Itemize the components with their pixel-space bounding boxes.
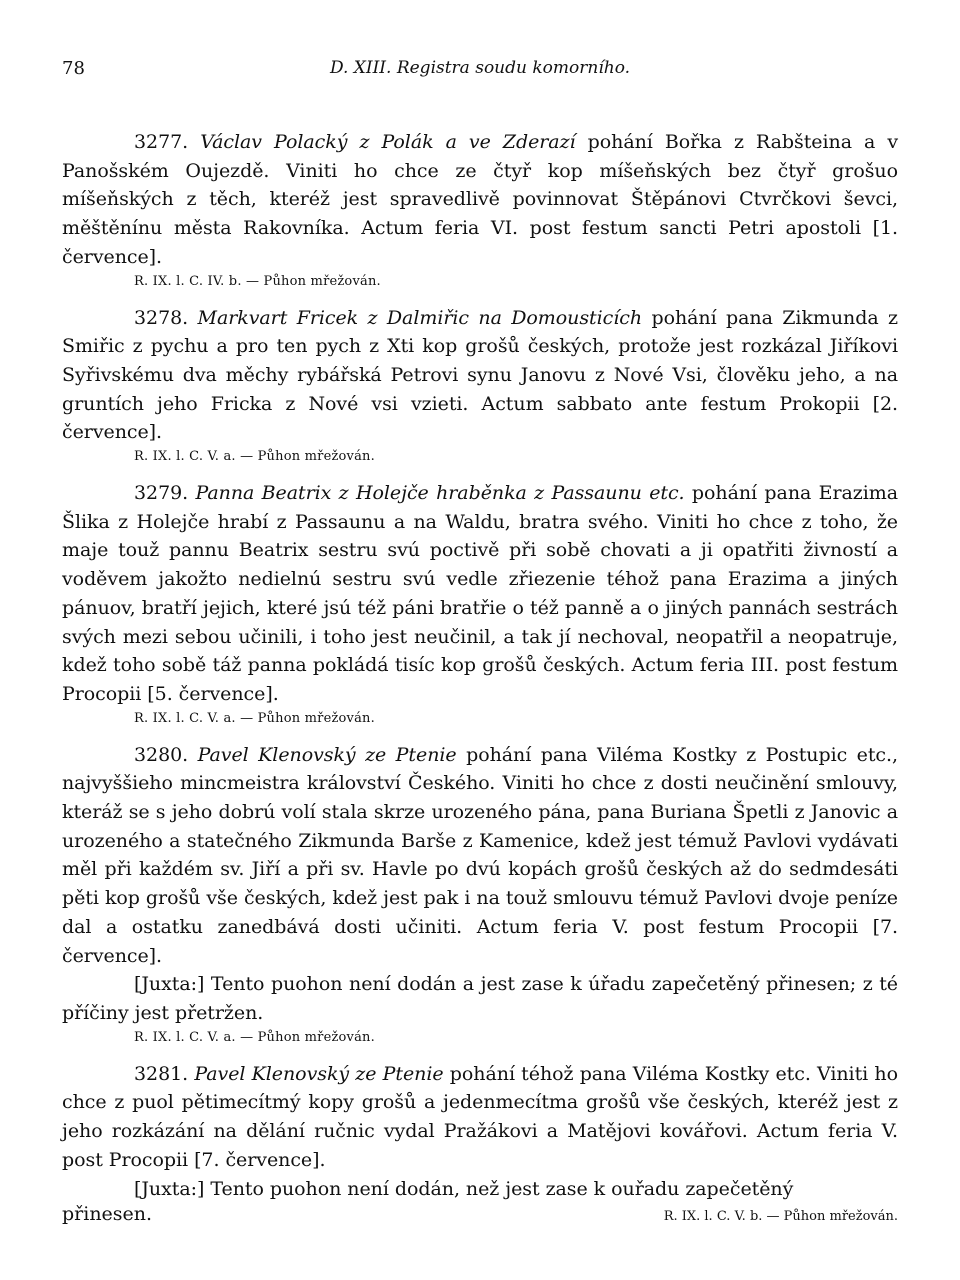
entry-party: Panna Beatrix z Holejče hraběnka z Passaunu etc.	[195, 482, 685, 505]
entry-party: Pavel Klenovský ze Ptenie	[197, 743, 457, 766]
entry-party: Pavel Klenovský ze Ptenie	[194, 1062, 444, 1085]
entry-note: [Juxta:] Tento puohon není dodán a jest zase k úřadu zapečetěný přinesen; z té příčiny jest přetržen.	[62, 973, 898, 1024]
entry-text: pohání pana Erazima Šlika z Holejče hrabí z Passaunu a na Waldu, bratra svého. Viniti ho chce z toho, že maje touž pannu Beatrix sestru svú poctivě při sobě chovati a ji opatřiti živností a voděvem jakožto nedielnú sestru svú vedle zřiezenie téhož pana Erazima a jiných pánuov, bratří jejich, které jsú též páni bratřie o též panně a o jiných pannách sestrách svých mezi sebou učinili, i toho jest neučinil, a tak jí nechoval, neopatřil a neopatruje, kdež toho sobě táž panna pokládá tisíc kop grošů českých. Actum feria III. post festum Procopii [5. července].	[62, 482, 898, 705]
entry-note-end: přinesen.	[62, 1203, 153, 1226]
entry-number: 3277.	[134, 131, 189, 153]
entry-party: Václav Polacký z Polák a ve Zderazí	[200, 131, 576, 153]
page-header	[62, 58, 898, 88]
document-page	[62, 58, 898, 1235]
entry-source: R. IX. l. C. V. a. — Půhon mřežován.	[134, 1029, 375, 1045]
entry-3278	[62, 304, 898, 470]
entry-paragraph	[62, 128, 898, 272]
entry-source: R. IX. l. C. IV. b. — Půhon mřežován.	[134, 273, 381, 289]
entry-text: pohání Bořka z Rabšteina a v Panošském Oujezdě. Viniti ho chce ze čtyř kop míšeňských bez čtyř grošuo míšeňských z těch, kteréž jest spravedlivě povinnovat Štěpánovi Ctvrčkovi ševci, měštěnínu města Rakovníka. Actum feria VI. post festum sancti Petri apostoli [1. července].	[62, 131, 899, 268]
entry-paragraph	[62, 741, 898, 971]
entry-3281	[62, 1060, 898, 1226]
entry-3280	[62, 741, 898, 1050]
entry-source: R. IX. l. C. V. b. — Půhon mřežován.	[663, 1209, 898, 1225]
entry-note: [Juxta:] Tento puohon není dodán, než jest zase k ouřadu zapečetěný	[134, 1177, 794, 1200]
entry-source: R. IX. l. C. V. a. — Půhon mřežován.	[134, 449, 375, 465]
entry-3279	[62, 479, 898, 731]
page-number: 78	[62, 58, 85, 79]
entries	[62, 128, 898, 1225]
entry-text: pohání pana Zikmunda z Smiřic z pychu a pro ten pych z Xti kop grošů českých, protože jest rozkázal Jiříkovi Syřivskému dva měchy rybářská Petrovi synu Janovu z Nové Vsi, člověku jeho, a na gruntích jeho Fricka z Nové vsi vzieti. Actum sabbato ante festum Prokopii [2. července].	[62, 306, 898, 444]
entry-party: Markvart Fricek z Dalmiřic na Domousticích	[197, 306, 643, 329]
entry-number: 3281.	[134, 1062, 189, 1085]
entry-note-end-line	[62, 1203, 898, 1225]
entry-number: 3279.	[134, 482, 189, 505]
entry-paragraph	[62, 304, 898, 448]
entry-paragraph	[62, 1060, 898, 1175]
entry-number: 3278.	[134, 306, 189, 329]
running-title: D. XIII. Registra soudu komorního.	[329, 58, 631, 78]
entry-text: pohání pana Viléma Kostky z Postupic etc., najvyššieho mincmeistra království Českého. Viniti ho chce z dosti neučinění smlouvy, kteráž se s jeho dobrú volí stala skrze urozeného pána, pana Buriana Špetli z Janovic a urozeného a statečného Zikmunda Barše z Kamenice, kdež jest témuž Pavlovi vydávati měl při každém sv. Jiří a při sv. Havle po dvú kopách grošů českých až do sedmdesáti pěti kop grošů vše českých, kdež jest pak i na touž smlouvu témuž Pavlovi dvoje peníze dal a ostatku zanedbává dosti učiniti. Actum feria V. post festum Procopii [7. července].	[62, 743, 898, 967]
entry-source: R. IX. l. C. V. a. — Půhon mřežován.	[134, 710, 375, 726]
entry-paragraph	[62, 479, 898, 709]
entry-text: pohání téhož pana Viléma Kostky etc. Viniti ho chce z puol pětimecítmý kopy grošů a jedenmecítma grošů vše českých, kteréž jest z jeho rozkázání na dělání ručnic vydal Pražákovi a Matějovi kovářovi. Actum feria V. post Procopii [7. července].	[62, 1062, 898, 1171]
entry-3277	[62, 128, 898, 294]
entry-number: 3280.	[134, 743, 189, 766]
